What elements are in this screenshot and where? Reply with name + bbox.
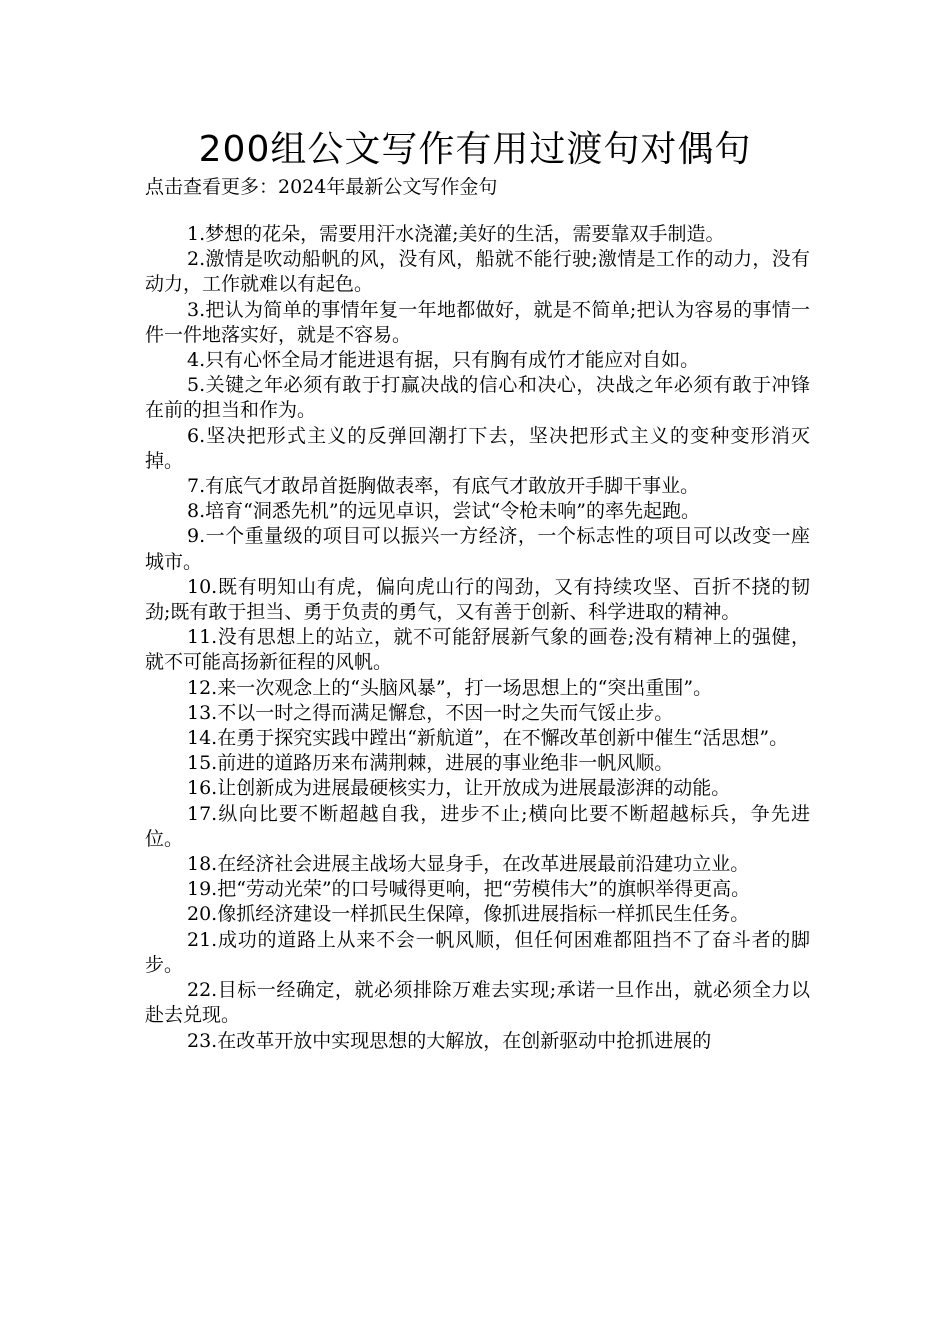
list-item: 1.梦想的花朵，需要用汗水浇灌;美好的生活，需要靠双手制造。	[187, 223, 725, 245]
list-item: 16.让创新成为进展最硬核实力，让开放成为进展最澎湃的动能。	[187, 777, 731, 800]
list-item: 3.把认为简单的事情年复一年地都做好，就是不简单;把认为容易的事情一件一件地落实好，就是不容易。	[145, 298, 810, 346]
list-item: 18.在经济社会进展主战场大显身手，在改革进展最前沿建功立业。	[187, 853, 750, 876]
list-item: 4.只有心怀全局才能进退有据，只有胸有成竹才能应对自如。	[187, 349, 700, 372]
list-item: 7.有底气才敢昂首挺胸做表率，有底气才敢放开手脚干事业。	[187, 475, 700, 498]
document-title: 200组公文写作有用过渡句对偶句	[198, 129, 752, 170]
list-item: 20.像抓经济建设一样抓民生保障，像抓进展指标一样抓民生任务。	[187, 903, 750, 926]
list-item: 9.一个重量级的项目可以振兴一方经济，一个标志性的项目可以改变一座城市。	[145, 525, 810, 573]
document-body	[145, 222, 810, 1054]
list-item: 2.激情是吹动船帆的风，没有风，船就不能行驶;激情是工作的动力，没有动力，工作就难以有起色。	[145, 248, 810, 296]
list-item: 6.坚决把形式主义的反弹回潮打下去，坚决把形式主义的变种变形消灭掉。	[145, 424, 810, 472]
list-item: 14.在勇于探究实践中蹚出“新航道”，在不懈改革创新中催生“活思想”。	[187, 727, 789, 750]
list-item: 23.在改革开放中实现思想的大解放，在创新驱动中抢抓进展的	[187, 1029, 712, 1052]
list-item: 21.成功的道路上从来不会一帆风顺，但任何困难都阻挡不了奋斗者的脚步。	[145, 928, 810, 976]
list-item: 11.没有思想上的站立，就不可能舒展新气象的画卷;没有精神上的强健，就不可能高扬新征程的风帆。	[145, 626, 810, 674]
list-item: 5.关键之年必须有敢于打赢决战的信心和决心，决战之年必须有敢于冲锋在前的担当和作为。	[145, 374, 810, 422]
list-item: 13.不以一时之得而满足懈怠，不因一时之失而气馁止步。	[187, 701, 674, 724]
list-item: 10.既有明知山有虎，偏向虎山行的闯劲，又有持续攻坚、百折不挠的韧劲;既有敢于担当、勇于负责的勇气，又有善于创新、科学进取的精神。	[145, 575, 810, 624]
list-item: 12.来一次观念上的“头脑风暴”，打一场思想上的“突出重围”。	[187, 676, 713, 699]
list-item: 8.培育“洞悉先机”的远见卓识，尝试“令枪未响”的率先起跑。	[187, 500, 700, 523]
list-item: 17.纵向比要不断超越自我，进步不止;横向比要不断超越标兵，争先进位。	[145, 802, 810, 850]
list-item: 22.目标一经确定，就必须排除万难去实现;承诺一旦作出，就必须全力以赴去兑现。	[145, 979, 810, 1027]
list-item: 15.前进的道路历来布满荆棘，进展的事业绝非一帆风顺。	[187, 752, 674, 775]
list-item: 19.把“劳动光荣”的口号喊得更响，把“劳模伟大”的旗帜举得更高。	[187, 878, 751, 901]
more-link[interactable]: 点击查看更多：2024年最新公文写作金句	[145, 176, 498, 198]
